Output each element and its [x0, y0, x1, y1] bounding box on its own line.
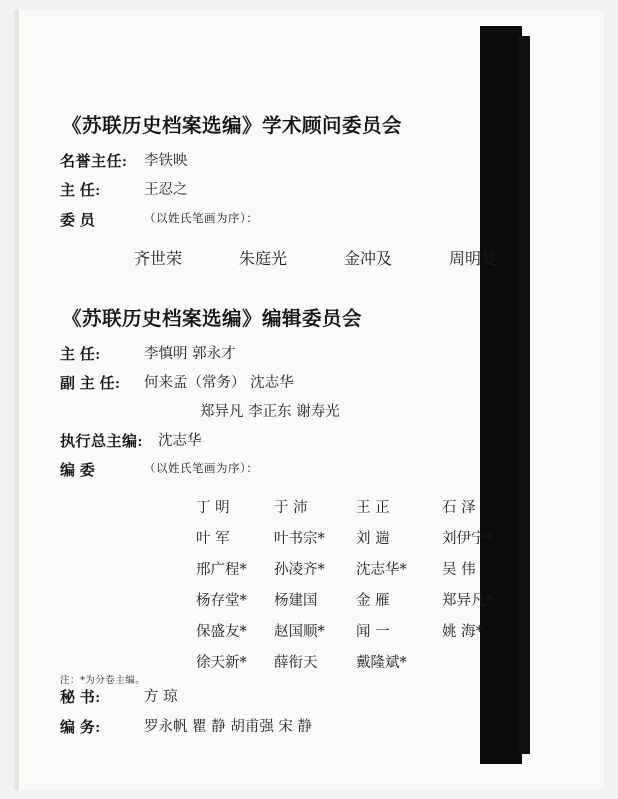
- editorial-member-name: 刘 遄: [356, 531, 390, 548]
- editorial-member-name: 姚 海*: [442, 624, 483, 641]
- editorial-deputy-director-row-2: [60, 403, 520, 423]
- secretary-row: [60, 688, 520, 708]
- editorial-member-name: 沈志华*: [356, 562, 407, 579]
- editorial-director-label: 主 任:: [60, 346, 101, 363]
- editorial-member-name: 丁 明: [196, 500, 230, 517]
- editorial-affairs-row: [60, 718, 520, 738]
- editorial-affairs-value: 罗永帆 瞿 静 胡甫强 宋 静: [144, 718, 313, 735]
- advisory-member-name: 周明复: [449, 248, 498, 268]
- editorial-members-note: （以姓氏笔画为序）：: [144, 461, 259, 476]
- editorial-member-name: 叶 军: [196, 531, 230, 548]
- editorial-members-label: 编 委: [60, 463, 96, 480]
- editorial-member-name: 孙凌齐*: [274, 562, 325, 579]
- advisory-member-name: 朱庭光: [239, 248, 288, 268]
- editorial-member-name: 刘伊宁*: [442, 531, 493, 548]
- editorial-member-name: 叶书宗*: [274, 531, 325, 548]
- editorial-member-name: 薛衔天: [274, 655, 318, 672]
- editorial-member-name: 于 沛: [274, 500, 308, 517]
- advisory-members-row: [60, 211, 520, 231]
- editorial-chief-editor-row: [60, 432, 520, 452]
- editorial-member-name: 金 雁: [356, 593, 390, 610]
- advisory-member-name: 金冲及: [344, 248, 393, 268]
- editorial-director-row: [60, 345, 520, 365]
- advisory-committee-title: 《苏联历史档案选编》学术顾问委员会: [62, 116, 403, 137]
- footnote: 注：*为分卷主编。: [60, 675, 146, 686]
- editorial-chief-editor-value: 沈志华: [158, 432, 202, 449]
- editorial-member-name: 邢广程*: [196, 562, 247, 579]
- advisory-honorary-director-row: [60, 152, 520, 172]
- editorial-member-name: 闻 一: [356, 624, 390, 641]
- page-left-edge: [14, 10, 19, 790]
- editorial-director-value: 李慎明 郭永才: [144, 345, 236, 362]
- advisory-member-name: 齐世荣: [134, 248, 183, 268]
- editorial-member-name: 杨存堂*: [196, 593, 247, 610]
- editorial-members-row: [60, 461, 520, 481]
- advisory-members-label: 委 员: [60, 212, 96, 229]
- editorial-member-name: 赵国顺*: [274, 624, 325, 641]
- editorial-deputy-director-value-2: 郑异凡 李正东 谢寿光: [200, 404, 340, 421]
- editorial-deputy-director-value: 何来孟（常务） 沈志华: [144, 375, 294, 391]
- advisory-honorary-director-value: 李铁映: [144, 153, 188, 169]
- advisory-director-value: 王忍之: [144, 182, 188, 199]
- editorial-member-name: 戴隆斌*: [356, 655, 407, 672]
- editorial-member-name: 保盛友*: [196, 624, 247, 641]
- advisory-director-row: [60, 181, 520, 201]
- advisory-honorary-director-label: 名誉主任:: [60, 154, 128, 170]
- advisory-director-label: 主 任:: [60, 183, 101, 200]
- editorial-member-grid: [60, 496, 520, 672]
- editorial-affairs-label: 编 务:: [60, 719, 101, 736]
- editorial-member-name: 郑异凡*: [442, 593, 493, 610]
- document-content: [60, 110, 520, 747]
- editorial-member-name: 杨建国: [274, 593, 318, 610]
- advisory-member-names: [60, 246, 520, 269]
- advisory-members-note: （以姓氏笔画为序）：: [144, 210, 259, 225]
- editorial-chief-editor-label: 执行总主编:: [60, 433, 143, 450]
- editorial-committee-title: 《苏联历史档案选编》编辑委员会: [62, 308, 363, 330]
- editorial-member-name: 徐天新*: [196, 655, 247, 672]
- editorial-deputy-director-label: 副 主 任:: [60, 376, 121, 392]
- editorial-member-name: 王 正: [356, 500, 390, 517]
- editorial-member-name: 石 泽: [442, 500, 476, 517]
- editorial-member-name: 吴 伟: [442, 562, 476, 579]
- secretary-label: 秘 书:: [60, 690, 101, 707]
- editorial-deputy-director-row: [60, 374, 520, 394]
- secretary-value: 方 琼: [144, 689, 178, 706]
